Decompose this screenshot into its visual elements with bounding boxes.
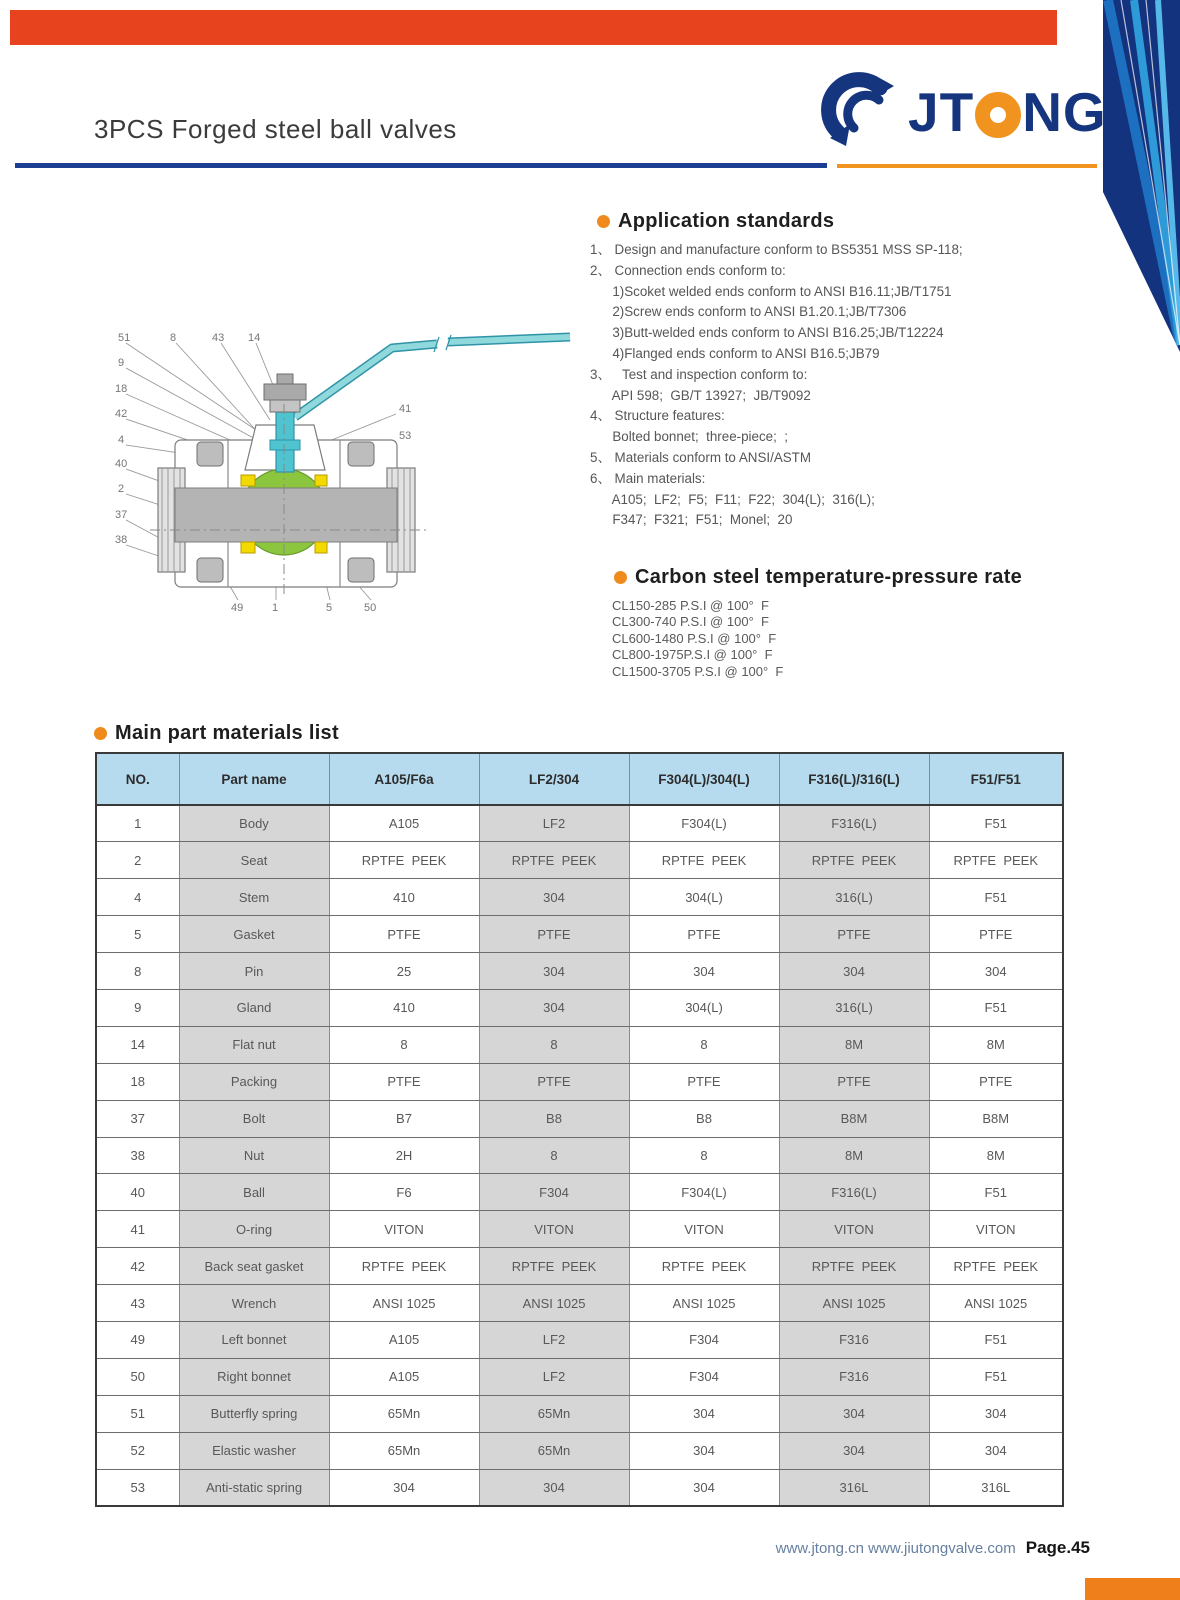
cell-f316: B8M [779,1100,929,1137]
table-row [96,989,1063,1026]
table-row [96,1026,1063,1063]
svg-text:4: 4 [118,434,125,446]
table-row [96,1469,1063,1506]
cell-f51: PTFE [929,916,1063,953]
cell-lf2: LF2 [479,805,629,842]
cell-f316: 316(L) [779,879,929,916]
table-row [96,1395,1063,1432]
cell-f316: 304 [779,953,929,990]
application-standards-list [590,240,963,531]
col-header-f316: F316(L)/316(L) [779,753,929,805]
cell-f316: ANSI 1025 [779,1285,929,1322]
cell-f51: F51 [929,989,1063,1026]
application-standards-heading: Application standards [597,210,834,233]
cell-f51: F51 [929,1321,1063,1358]
svg-text:53: 53 [399,430,412,442]
cell-f316: 304 [779,1395,929,1432]
logo-o-icon [975,92,1021,138]
cell-a105: A105 [329,1358,479,1395]
cell-a105: RPTFE PEEK [329,842,479,879]
cell-f304: 304(L) [629,989,779,1026]
pressure-line: CL800-1975P.S.I @ 100° F [612,647,773,663]
standards-line: 1)Scoket welded ends conform to ANSI B16.11;JB/T1751 [590,283,952,299]
title-rule-orange [837,164,1097,168]
cell-part-name: Bolt [179,1100,329,1137]
cell-f51: 304 [929,1395,1063,1432]
cell-f51: 316L [929,1469,1063,1506]
page-footer [776,1538,1090,1558]
standards-line: 4)Flanged ends conform to ANSI B16.5;JB79 [590,345,880,361]
jtong-logo-text [908,80,1107,143]
cell-f316: 316L [779,1469,929,1506]
cell-f316: F316 [779,1321,929,1358]
table-row [96,1285,1063,1322]
cell-lf2: PTFE [479,1063,629,1100]
cell-f304: PTFE [629,916,779,953]
table-row [96,1358,1063,1395]
cell-f304: F304 [629,1358,779,1395]
standards-line: 2)Screw ends conform to ANSI B1.20.1;JB/T7306 [590,304,907,320]
pressure-rate-heading: Carbon steel temperature-pressure rate [614,566,1022,589]
table-row [96,1432,1063,1469]
standards-line: 6、 Main materials: [590,470,706,486]
cell-lf2: ANSI 1025 [479,1285,629,1322]
materials-list-heading: Main part materials list [94,722,339,745]
cell-part-name: Pin [179,953,329,990]
cell-f316: 8M [779,1137,929,1174]
cell-lf2: 8 [479,1137,629,1174]
cell-f51: ANSI 1025 [929,1285,1063,1322]
cell-no: 4 [96,879,179,916]
cell-f316: PTFE [779,916,929,953]
cell-part-name: Gland [179,989,329,1026]
footer-urls: www.jtong.cn www.jiutongvalve.com [775,1540,1016,1557]
svg-text:41: 41 [399,403,412,415]
table-header-row [96,753,1063,805]
cell-f51: VITON [929,1211,1063,1248]
svg-text:42: 42 [115,408,128,420]
table-row [96,879,1063,916]
svg-text:50: 50 [364,602,377,614]
cell-f316: PTFE [779,1063,929,1100]
cell-a105: 65Mn [329,1395,479,1432]
standards-line: Bolted bonnet; three-piece; ; [590,429,789,445]
cell-no: 41 [96,1211,179,1248]
svg-text:5: 5 [326,602,333,614]
pressure-line: CL300-740 P.S.I @ 100° F [612,614,769,630]
svg-text:9: 9 [118,357,125,369]
cell-part-name: O-ring [179,1211,329,1248]
valve-diagram [88,312,588,622]
svg-text:18: 18 [115,383,128,395]
bottom-orange-bar [1085,1578,1180,1600]
corner-stripes-graphic [1090,0,1180,355]
logo-ng: NG [1022,80,1107,143]
cell-part-name: Nut [179,1137,329,1174]
section-bullet-icon [94,727,107,740]
table-row [96,1321,1063,1358]
cell-lf2: LF2 [479,1321,629,1358]
cell-no: 52 [96,1432,179,1469]
cell-a105: PTFE [329,916,479,953]
col-header-f51: F51/F51 [929,753,1063,805]
cell-f304: 304 [629,1469,779,1506]
cell-f304: RPTFE PEEK [629,842,779,879]
svg-text:49: 49 [231,602,244,614]
jtong-logo-icon [816,70,908,154]
svg-text:1: 1 [272,602,279,614]
cell-f51: B8M [929,1100,1063,1137]
cell-f51: F51 [929,879,1063,916]
table-row [96,1248,1063,1285]
cell-f304: ANSI 1025 [629,1285,779,1322]
cell-lf2: VITON [479,1211,629,1248]
standards-line: 5、 Materials conform to ANSI/ASTM [590,449,812,465]
cell-f304: 304 [629,953,779,990]
cell-no: 40 [96,1174,179,1211]
cell-no: 37 [96,1100,179,1137]
cell-f304: F304(L) [629,805,779,842]
cell-part-name: Seat [179,842,329,879]
cell-lf2: F304 [479,1174,629,1211]
table-row [96,1137,1063,1174]
cell-a105: VITON [329,1211,479,1248]
cell-f51: F51 [929,805,1063,842]
cell-lf2: B8 [479,1100,629,1137]
pressure-line: CL1500-3705 P.S.I @ 100° F [612,663,784,679]
cell-f316: F316(L) [779,1174,929,1211]
standards-line: 2、 Connection ends conform to: [590,262,786,278]
cell-part-name: Gasket [179,916,329,953]
pressure-line: CL600-1480 P.S.I @ 100° F [612,630,777,646]
svg-text:40: 40 [115,458,128,470]
cell-no: 51 [96,1395,179,1432]
table-row [96,953,1063,990]
pressure-rate-list [612,598,783,680]
cell-lf2: 304 [479,1469,629,1506]
cell-a105: 304 [329,1469,479,1506]
cell-a105: A105 [329,805,479,842]
cell-part-name: Flat nut [179,1026,329,1063]
section-bullet-icon [614,571,627,584]
col-header-lf2: LF2/304 [479,753,629,805]
cell-f51: PTFE [929,1063,1063,1100]
cell-f304: 8 [629,1026,779,1063]
standards-line: 3)Butt-welded ends conform to ANSI B16.25;JB/T12224 [590,325,944,341]
cell-a105: PTFE [329,1063,479,1100]
cell-part-name: Body [179,805,329,842]
cell-f316: RPTFE PEEK [779,842,929,879]
cell-f304: RPTFE PEEK [629,1248,779,1285]
cell-no: 18 [96,1063,179,1100]
cell-no: 5 [96,916,179,953]
svg-text:38: 38 [115,534,128,546]
cell-f304: VITON [629,1211,779,1248]
cell-part-name: Ball [179,1174,329,1211]
cell-a105: 410 [329,989,479,1026]
cell-no: 49 [96,1321,179,1358]
cell-f304: F304(L) [629,1174,779,1211]
cell-f304: 8 [629,1137,779,1174]
cell-f316: 316(L) [779,989,929,1026]
table-row [96,916,1063,953]
cell-f304: 304 [629,1395,779,1432]
cell-lf2: LF2 [479,1358,629,1395]
cell-a105: B7 [329,1100,479,1137]
cell-f316: 304 [779,1432,929,1469]
cell-f304: B8 [629,1100,779,1137]
section-bullet-icon [597,215,610,228]
cell-f316: F316(L) [779,805,929,842]
table-row [96,1100,1063,1137]
cell-f304: PTFE [629,1063,779,1100]
table-row [96,1063,1063,1100]
cell-no: 9 [96,989,179,1026]
cell-lf2: 304 [479,989,629,1026]
cell-part-name: Elastic washer [179,1432,329,1469]
cell-f316: F316 [779,1358,929,1395]
cell-f51: F51 [929,1174,1063,1211]
col-header-no: NO. [96,753,179,805]
valve-handle [295,335,570,417]
svg-text:8: 8 [170,332,177,344]
cell-a105: F6 [329,1174,479,1211]
page-title: 3PCS Forged steel ball valves [94,114,457,144]
cell-a105: ANSI 1025 [329,1285,479,1322]
cell-no: 1 [96,805,179,842]
table-row [96,1211,1063,1248]
svg-text:51: 51 [118,332,131,344]
cell-lf2: 65Mn [479,1432,629,1469]
cell-lf2: 8 [479,1026,629,1063]
top-red-bar [10,10,1057,45]
cell-lf2: 304 [479,953,629,990]
cell-f316: VITON [779,1211,929,1248]
cell-no: 14 [96,1026,179,1063]
svg-text:43: 43 [212,332,225,344]
cell-a105: 25 [329,953,479,990]
cell-f51: 304 [929,953,1063,990]
cell-f51: RPTFE PEEK [929,842,1063,879]
cell-a105: 65Mn [329,1432,479,1469]
table-row [96,805,1063,842]
svg-text:2: 2 [118,483,125,495]
cell-part-name: Wrench [179,1285,329,1322]
cell-a105: 8 [329,1026,479,1063]
cell-f51: 8M [929,1137,1063,1174]
cell-f304: 304 [629,1432,779,1469]
col-header-part: Part name [179,753,329,805]
cell-lf2: 304 [479,879,629,916]
cell-a105: 410 [329,879,479,916]
cell-part-name: Right bonnet [179,1358,329,1395]
cell-f51: RPTFE PEEK [929,1248,1063,1285]
jtong-logo [816,70,1107,154]
title-rule-blue [15,163,827,168]
cell-part-name: Butterfly spring [179,1395,329,1432]
cell-no: 8 [96,953,179,990]
pressure-line: CL150-285 P.S.I @ 100° F [612,598,769,613]
svg-text:14: 14 [248,332,261,344]
cell-f51: 304 [929,1432,1063,1469]
cell-no: 38 [96,1137,179,1174]
cell-part-name: Packing [179,1063,329,1100]
cell-f316: 8M [779,1026,929,1063]
cell-no: 43 [96,1285,179,1322]
standards-line: A105; LF2; F5; F11; F22; 304(L); 316(L); [590,491,875,507]
svg-text:37: 37 [115,509,128,521]
cell-no: 53 [96,1469,179,1506]
cell-lf2: RPTFE PEEK [479,1248,629,1285]
materials-table [95,752,1064,1507]
cell-f51: 8M [929,1026,1063,1063]
table-row [96,842,1063,879]
logo-jt: JT [908,80,975,143]
standards-line: API 598; GB/T 13927; JB/T9092 [590,387,811,403]
cell-part-name: Left bonnet [179,1321,329,1358]
cell-part-name: Stem [179,879,329,916]
col-header-a105: A105/F6a [329,753,479,805]
cell-f51: F51 [929,1358,1063,1395]
standards-line: 1、 Design and manufacture conform to BS5351 MSS SP-118; [590,242,963,257]
cell-f316: RPTFE PEEK [779,1248,929,1285]
cell-no: 42 [96,1248,179,1285]
cell-a105: 2H [329,1137,479,1174]
cell-no: 2 [96,842,179,879]
cell-lf2: RPTFE PEEK [479,842,629,879]
valve-bore [175,488,397,542]
standards-line: 4、 Structure features: [590,408,725,424]
cell-f304: 304(L) [629,879,779,916]
standards-line: 3、 Test and inspection conform to: [590,366,808,382]
cell-a105: A105 [329,1321,479,1358]
cell-no: 50 [96,1358,179,1395]
col-header-f304: F304(L)/304(L) [629,753,779,805]
footer-page-number: Page.45 [1025,1538,1090,1557]
cell-f304: F304 [629,1321,779,1358]
cell-part-name: Anti-static spring [179,1469,329,1506]
cell-a105: RPTFE PEEK [329,1248,479,1285]
cell-lf2: 65Mn [479,1395,629,1432]
table-row [96,1174,1063,1211]
standards-line: F347; F321; F51; Monel; 20 [590,512,793,528]
cell-lf2: PTFE [479,916,629,953]
cell-part-name: Back seat gasket [179,1248,329,1285]
